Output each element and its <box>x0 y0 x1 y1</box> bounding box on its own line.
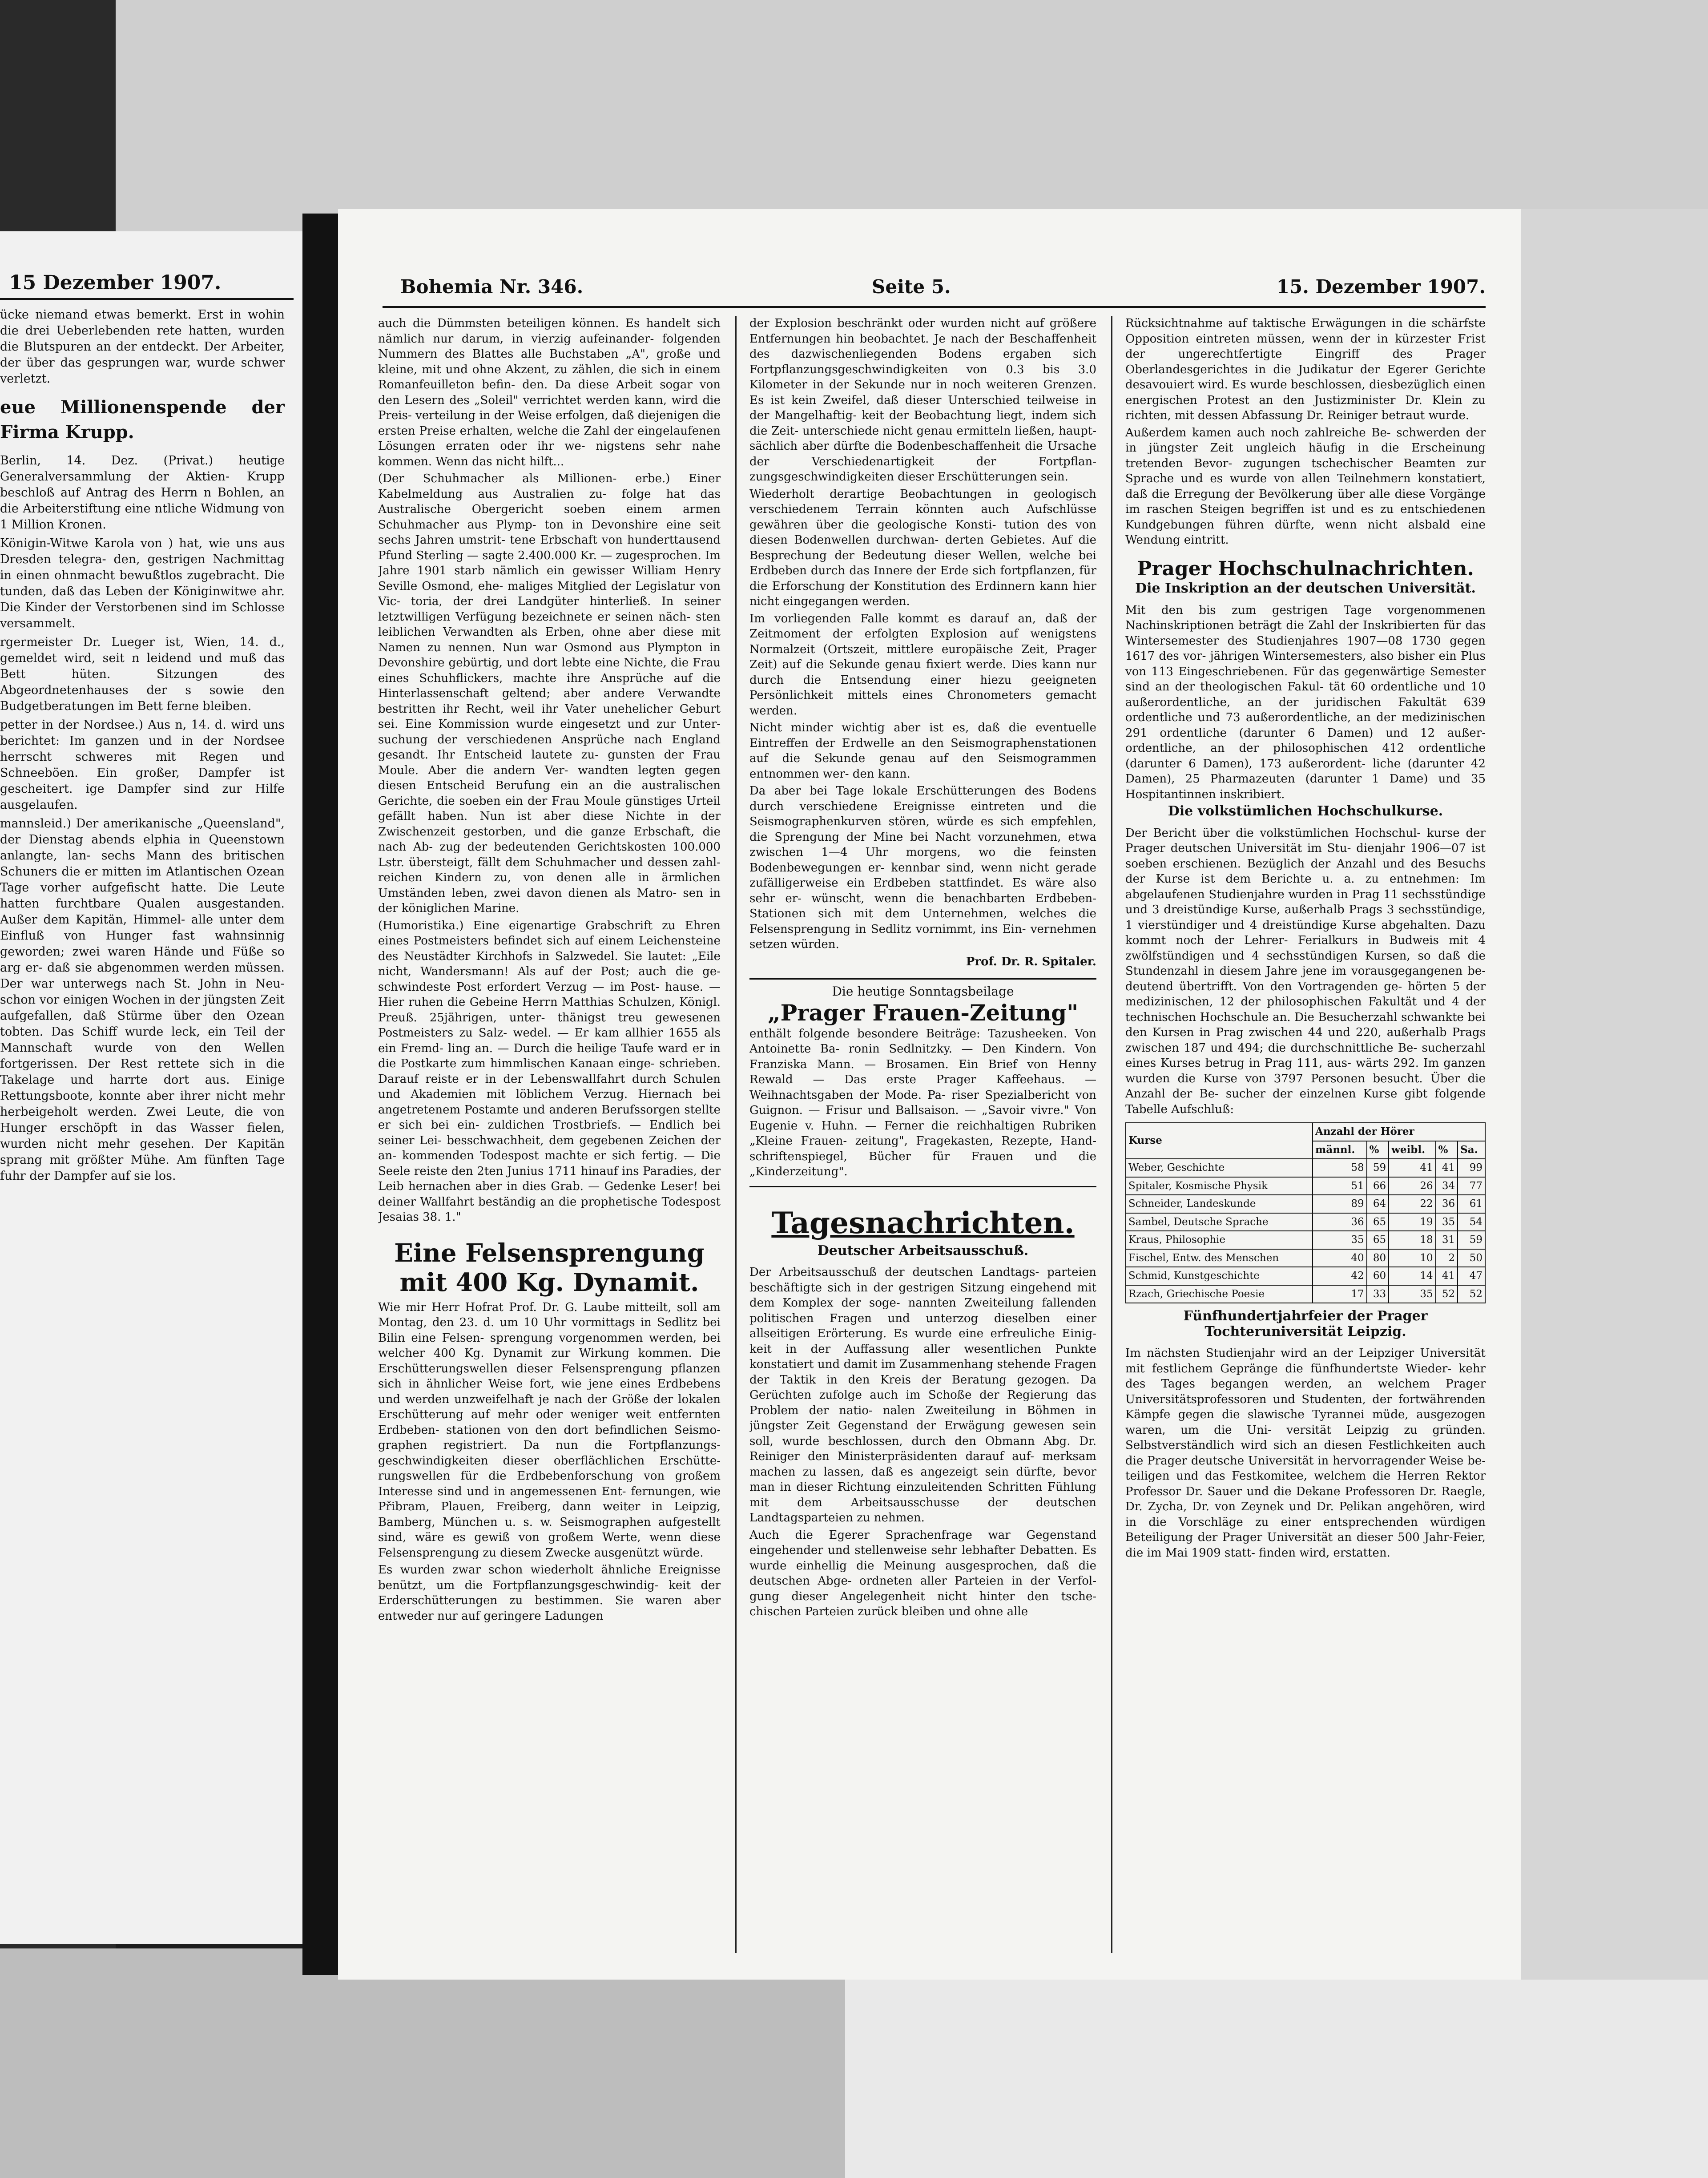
course-count-cell: 33 <box>1367 1285 1389 1303</box>
article-subheading: Die volkstümlichen Hochschulkurse. <box>1168 803 1443 819</box>
table-header-cell: % <box>1436 1141 1458 1159</box>
course-count-cell: 60 <box>1367 1267 1389 1285</box>
article-paragraph: Außerdem kamen auch noch zahlreiche Be- schwerden der in jüngster Zeit ungleich häufig in die Erscheinung tretenden Bevor- zugungen tschechischer Beamten zur Sprache und es wurde von allen Teilnehmern konstatiert, daß die Erregung der Bevölkerung über alle diese Vorgänge im raschen Steigen begriffen ist und es zu entschiedenen Kundgebungen führen dürfte, wenn nicht alsbald eine Wendung eintritt. <box>1125 426 1486 547</box>
course-name-cell: Kraus, Philosophie <box>1126 1231 1313 1249</box>
page-number: Seite 5. <box>872 276 951 298</box>
course-name-cell: Sambel, Deutsche Sprache <box>1126 1213 1313 1231</box>
header-rule <box>383 306 1486 308</box>
table-header-cell: Sa. <box>1458 1141 1485 1159</box>
article-paragraph: Auch die Egerer Sprachenfrage war Gegenstand eingehender und stellenweise sehr lebhafter Debatten. Es wurde einhellig die Meinung ausgesprochen, daß die deutschen Abge- ordneten aller Parteien in der Verfol- gung dieser Angelegenheit nicht hinter den tsche- chischen Parteien zurück bleiben und ohne alle <box>749 1528 1096 1618</box>
table-header-cell: % <box>1367 1141 1389 1159</box>
article-paragraph: Rücksichtnahme auf taktische Erwägungen in die schärfste Opposition eintreten müssen, wenn der in kürzester Frist der ungerechtfertigte Eingriff des Prager Oberlandesgerichtes in die Judikatur der Egerer Gerichte desavouiert wird. Es wurde beschlossen, diesbezüglich einen energischen Protest an den Justizminister Dr. Klein zu richten, mit dessen Abfassung Dr. Reiniger betraut wurde. <box>1125 317 1486 422</box>
left-page-column <box>0 307 285 1187</box>
article-paragraph: (Der Schuhmacher als Millionen- erbe.) Einer Kabelmeldung aus Australien zu- folge hat das Australische Obergericht soeben einem armen Schuhmacher aus Plymp- ton in Devonshire eine seit sechs Jahren umstrit- tene Erbschaft von hunderttausend Pfund Sterling — sagte 2.400.000 Kr. — zugesprochen. Im Jahre 1901 starb nämlich ein gewisser William Henry Seville Osmond, ehe- maliges Mitglied der Legislatur von Vic- toria, der drei Landgüter hinterließ. In seiner letztwilligen Verfügung bezeichnete er seinen näch- sten leiblichen Verwandten als Erben, ohne aber diese mit Namen zu nennen. Nun war Osmond aus Plympton in Devonshire gebürtig, und dort lebte eine Nichte, die Frau eines Schuhflickers, machte ihre Ansprüche auf die Hinterlassenschaft geltend; aber andere Verwandte bestritten ihr Recht, weil ihr Vater unehelicher Geburt sei. Eine Kommission wurde eingesetzt und zur Unter- suchung der verschiedenen Ansprüche nach England gesandt. Ihr Entscheid lautete zu- gunsten der Frau Moule. Aber die andern Ver- wandten legten gegen diesen Entscheid Berufung ein an die australischen Gerichte, die soeben ein der Frau Moule günstiges Urteil gefällt haben. Nun ist aber diese Nichte in der Zwischenzeit gestorben, und die ganze Erbschaft, die nach Ab- zug der bedeutenden Gerichtskosten 100.000 Lstr. übersteigt, fällt dem Schuhmacher und dessen zahl- reichen Kindern zu, von denen alle in ärmlichen Umständen leben, zwei davon dienen als Matro- sen in der königlichen Marine. <box>378 472 721 915</box>
section-heading: Prager Hochschulnachrichten. <box>1137 557 1474 580</box>
article-paragraph: der Explosion beschränkt oder wurden nicht auf größere Entfernungen hin beobachtet. Je nach der Beschaffenheit des dazwischenliegenden Bodens ergaben sich Fortpflanzungsgeschwindigkeiten von 0.3 bis 3.0 Kilometer in der Sekunde nur in noch weiteren Grenzen. Es ist kein Zweifel, daß dieser Unterschied teilweise in der Mangelhaftig- keit der Beobachtung liegt, indem sich die Zeit- unterschiede nicht genau ermitteln ließen, haupt- sächlich aber dürfte die Bodenbeschaffenheit die Ursache der Verschiedenartigkeit der Fortpflan- zungsgeschwindigkeiten dieser Erschütterungen sein. <box>749 317 1096 484</box>
course-name-cell: Spitaler, Kosmische Physik <box>1126 1177 1313 1195</box>
article-paragraph: Wie mir Herr Hofrat Prof. Dr. G. Laube mitteilt, soll am Montag, den 23. d. um 10 Uhr vormittags in Sedlitz bei Bilin eine Felsen- sprengung vorgenommen werden, bei welcher 400 Kg. Dynamit zur Wirkung kommen. Die Erschütterungswellen dieser Felsensprengung pflanzen sich in ähnlicher Weise fort, wie jene eines Erdbebens und werden unzweifelhaft je nach der Größe der lokalen Erschütterung auf mehr oder weniger weit entfernten Erdbeben- stationen von den dort befindlichen Seismo- graphen registriert. Da nun die Fortpflanzungs- geschwindigkeiten dieser oberflächlichen Erschütte- rungswellen für die Erdbebenforschung von großem Interesse sind und in angemessenen Ent- fernungen, wie Přibram, Plauen, Freiberg, dann weiter in Leipzig, Bamberg, München u. s. w. Seismographen aufgestellt sind, wäre es gewiß von großem Werte, wenn diese Felsensprengung zu diesem Zwecke ausgenützt würde. <box>378 1300 721 1560</box>
course-count-cell: 34 <box>1436 1177 1458 1195</box>
page-shadow <box>1521 209 1708 1980</box>
table-header-cell: weibl. <box>1389 1141 1436 1159</box>
course-count-cell: 41 <box>1436 1267 1458 1285</box>
course-count-cell: 17 <box>1313 1285 1367 1303</box>
left-page-date: 15 Dezember 1907. <box>9 271 222 294</box>
article-subheading: Die Inskription an der deutschen Universität. <box>1135 581 1476 596</box>
course-name-cell: Schneider, Landeskunde <box>1126 1195 1313 1213</box>
article-paragraph: Der Bericht über die volkstümlichen Hochschul- kurse der Prager deutschen Universität im Stu- dienjahr 1906—07 ist soeben erschienen. Bezüglich der Anzahl und des Besuchs der Kurse ist dem Berichte u. a. zu entnehmen: Im abgelaufenen Studienjahre wurden in Prag 11 sechsstündige und 3 dreistündige Kurse, außerhalb Prags 3 sechsstündige, 1 vierstündiger und 4 dreistündige Kurse abgehalten. Dazu kommt noch der Lehrer- Ferialkurs in Budweis mit 4 zwölfstündigen und 4 sechsstündigen Kursen, so daß die Stundenzahl in diesem Jahre jene im vorausgegangenen be- deutend übertrifft. Von den Vortragenden ge- hörten 5 der medizinischen, 12 der philosophischen Fakultät und 4 der technischen Hochschule an. Die Besucherzahl schwankte bei den Kursen in Prag zwischen 44 und 220, außerhalb Prags zwischen 187 und 494; die durchschnittliche Be- sucherzahl eines Kurses betrug in Prag 111, aus- wärts 292. Im ganzen wurden die Kurse von 3797 Personen besucht. Über die Anzahl der Be- sucher der einzelnen Kurse gibt folgende Tabelle Aufschluß: <box>1125 826 1486 1116</box>
article-paragraph: (Humoristika.) Eine eigenartige Grabschrift zu Ehren eines Postmeisters befindet sich auf einem Leichensteine des Neustädter Kirchhofs in Salzwedel. Sie lautet: „Eile nicht, Wandersmann! Als auf der Post; auch die ge- schwindeste Post erfordert Verzug — im Post- hause. — Hier ruhen die Gebeine Herrn Matthias Schulzen, Königl. Preuß. 25jährigen, unter- thänigst treu gewesenen Postmeisters zu Salz- wedel. — Er kam allhier 1655 als ein Fremd- ling an. — Durch die heilige Taufe ward er in die Postkarte zum himmlischen Kanaan einge- schrieben. Darauf reiste er in der Lebenswallfahrt durch Schulen und Akademien mit löblichem Verzug. Hiernach bei angetretenem Postamte und anderen Berufssorgen stellte er sich bei ein- zuldichen Trostbriefs. — Endlich bei seiner Lei- besschwachheit, dem gegebenen Zeichen der an- kommenden Todespost machte er sich fertig. — Die Seele reiste den 2ten Junius 1711 hinauf ins Paradies, der Leib hernachen aber in dies Grab. — Gedenke Leser! bei deiner Wallfahrt beständig an die prophetische Todespost Jesaias 38. 1." <box>378 919 721 1224</box>
course-count-cell: 35 <box>1313 1231 1367 1249</box>
course-count-cell: 31 <box>1436 1231 1458 1249</box>
course-count-cell: 58 <box>1313 1159 1367 1177</box>
course-count-cell: 36 <box>1313 1213 1367 1231</box>
course-count-cell: 52 <box>1436 1285 1458 1303</box>
article-subheading: Fünfhundertjahrfeier der Prager Tochteruniversität Leipzig. <box>1183 1308 1428 1339</box>
course-count-cell: 89 <box>1313 1195 1367 1213</box>
article-paragraph: Im nächsten Studienjahr wird an der Leipziger Universität mit festlichem Gepränge die fünfhundertste Wieder- kehr des Tages begangen werden, an welchem Prager Universitätsprofessoren und Studenten, der fortwährenden Kämpfe gegen die slawische Tyrannei müde, ausgezogen waren, um die Uni- versität Leipzig zu gründen. Selbstverständlich wird sich an diesen Festlichkeiten auch die Prager deutsche Universität in hervorragender Weise be- teiligen und das Festkomitee, welchem die Herren Rektor Professor Dr. Sauer und die Dekane Professoren Dr. Raegle, Dr. Zycha, Dr. von Zeynek und Dr. Pelikan angehören, wird in die Vorschläge zu einer entsprechenden würdigen Beteiligung der Prager Universität an dieser 500 Jahr-Feier, die im Mai 1909 statt- finden wird, erstatten. <box>1125 1347 1486 1560</box>
supplement-title-small: Die heutige Sonntagsbeilage <box>832 984 1014 999</box>
article-paragraph: Nicht minder wichtig aber ist es, daß die eventuelle Eintreffen der Erdwelle an den Seismographenstationen auf die Sekunde genau auf den Seismogrammen entnommen wer- den kann. <box>749 721 1096 781</box>
course-count-cell: 64 <box>1367 1195 1389 1213</box>
table-header-kurse: Kurse <box>1126 1123 1313 1159</box>
left-paragraph: ücke niemand etwas bemerkt. Erst in wohin die drei Ueberlebenden rete hatten, wurden die Blutspuren an der entdeckt. Der Arbeiter, der über das gesprungen war, wurde schwer verletzt. <box>0 308 285 386</box>
left-paragraph: mannsleid.) Der amerikanische „Queensland", der Dienstag abends elphia in Queenstown anlangte, lan- sechs Mann des britischen Schuners die er mitten im Atlantischen Ozean Tage vorher aufgefischt hatte. Die Leute hatten furchtbare Qualen ausgestanden. Außer dem Kapitän, Himmel- alle unter dem Einfluß von Hunger fast wahnsinnig geworden; zwei waren Hände und Füße so arg er- daß sie abgenommen werden müssen. Der war unterwegs nach St. John in Neu- schon vor einigen Wochen in der jüngsten Zeit aufgefallen, daß Stürme über den Ozean tobten. Das Schiff wurde leck, ein Teil der Mannschaft wurde von den Wellen fortgerissen. Der Rest rettete sich in die Takelage und harrte dort aus. Einige Rettungsboote, konnte aber ihrer nicht mehr herbeigeholt werden. Zwei Leute, die von Hunger erschöpft in das Wasser fielen, wurden nicht mehr gesehen. Der Kapitän sprang mit größter Mühe. Am fünften Tage fuhr der Dampfer auf sie los. <box>0 817 285 1183</box>
course-count-cell: 2 <box>1436 1249 1458 1267</box>
section-heading: Tagesnachrichten. <box>771 1205 1075 1240</box>
course-name-cell: Weber, Geschichte <box>1126 1159 1313 1177</box>
table-header-cell: männl. <box>1313 1141 1367 1159</box>
left-page <box>0 231 302 1944</box>
supplement-text: enthält folgende besondere Beiträge: Tazusheeken. Von Antoinette Ba- ronin Sedlnitzky. — Den Kindern. Von Franziska Mann. — Brosamen. Ein Brief von Henny Rewald — Das erste Prager Kaffeehaus. — Weihnachtsgaben der Mode. Pa- riser Spezialbericht von Guignon. — Frisur und Ballsaison. — „Savoir vivre." Von Eugenie v. Huhn. — Ferner die reichhaltigen Rubriken „Kleine Frauen- zeitung", Fragekasten, Rezepte, Hand- schriftenspiegel, Bücher für Frauen und die „Kinderzeitung". <box>749 1027 1096 1178</box>
left-paragraph: rgermeister Dr. Lueger ist, Wien, 14. d., gemeldet wird, seit n leidend und muß das Bett hüten. Sitzungen des Abgeordnetenhauses der s sowie den Budgetberatungen im Bett ferne bleiben. <box>0 635 285 713</box>
left-paragraph: petter in der Nordsee.) Aus n, 14. d. wird uns berichtet: Im ganzen und in der Nordsee herrscht schweres mit Regen und Schneeböen. Ein großer, Dampfer ist gescheitert. ige Dampfer sind zur Hilfe ausgelaufen. <box>0 718 285 812</box>
background-top <box>0 0 1708 231</box>
page-date: 15. Dezember 1907. <box>1276 276 1486 298</box>
course-count-cell: 65 <box>1367 1231 1389 1249</box>
table-row <box>1126 1195 1485 1213</box>
article-paragraph: Es wurden zwar schon wiederholt ähnliche Ereignisse benützt, um die Fortpflanzungsgeschwindig- keit der Erderschütterungen zu bestimmen. Sie waren aber entweder nur auf geringere Ladungen <box>378 1563 721 1623</box>
article-heading: Eine Felsensprengung mit 400 Kg. Dynamit. <box>394 1238 705 1297</box>
course-count-cell: 54 <box>1458 1213 1485 1231</box>
left-paragraph: Königin-Witwe Karola von ) hat, wie uns aus Dresden telegra- den, gestrigen Nachmittag in einen ohnmacht bewußtlos zugebracht. Die tunden, daß das Leben der Königinwitwe ahr. Die Kinder der Verstorbenen sind im Schlosse versammelt. <box>0 536 285 630</box>
courses-table <box>1125 1122 1486 1303</box>
page-header <box>400 276 1486 302</box>
course-count-cell: 22 <box>1389 1195 1436 1213</box>
course-count-cell: 19 <box>1389 1213 1436 1231</box>
courses-table-body <box>1126 1159 1485 1303</box>
article-paragraph: Da aber bei Tage lokale Erschütterungen des Bodens durch verschiedene Ereignisse eintreten und die Seismographenkurven stören, würde es sich empfehlen, die Sprengung der Mine bei Nacht vorzunehmen, etwa zwischen 1—4 Uhr morgens, wo die feinsten Bodenbewegungen er- kennbar sind, wenn nicht gerade zufälligerweise ein Erdbeben stattfindet. Es wäre also sehr er- wünscht, wenn die benachbarten Erdbeben- Stationen sich mit dem Unternehmen, welches die Felsensprengung in Sedlitz vornimmt, ins Ein- vernehmen setzen würden. <box>749 784 1096 951</box>
article-paragraph: Mit den bis zum gestrigen Tage vorgenommenen Nachinskriptionen beträgt die Zahl der Inskribierten für das Wintersemester des Studienjahres 1907—08 1730 gegen 1617 des vor- jährigen Wintersemesters, also bisher ein Plus von 113 Eingeschriebenen. Für das gegenwärtige Semester sind an der theologischen Fakul- tät 60 ordentliche und 10 außerordentliche, an der juridischen Fakultät 639 ordentliche und 73 außerordentliche, an der medizinischen 291 ordentliche (darunter 6 Damen) und 12 außer- ordentliche, an der philosophischen 412 ordentliche (darunter 6 Damen), 173 außerordent- liche (darunter 42 Damen), 25 Pharmazeuten (darunter 1 Dame) und 35 Hospitantinnen inskribiert. <box>1125 603 1486 801</box>
course-count-cell: 14 <box>1389 1267 1436 1285</box>
course-count-cell: 80 <box>1367 1249 1389 1267</box>
course-count-cell: 41 <box>1436 1159 1458 1177</box>
background-bottom-right <box>845 1966 1708 2178</box>
column-divider <box>1111 316 1112 1953</box>
course-count-cell: 50 <box>1458 1249 1485 1267</box>
table-row <box>1126 1213 1485 1231</box>
left-page-rule <box>0 298 294 300</box>
newspaper-issue: Bohemia Nr. 346. <box>400 276 584 298</box>
column-divider <box>735 316 737 1953</box>
table-row <box>1126 1267 1485 1285</box>
course-name-cell: Rzach, Griechische Poesie <box>1126 1285 1313 1303</box>
article-subheading: Deutscher Arbeitsausschuß. <box>817 1242 1029 1258</box>
course-count-cell: 42 <box>1313 1267 1367 1285</box>
table-row <box>1126 1177 1485 1195</box>
article-paragraph: Der Arbeitsausschuß der deutschen Landtags- parteien beschäftigte sich in der gestrigen Sitzung eingehend mit dem Komplex der soge- nannten Zweiteilung fallenden politischen Fragen und unterzog dieselben einer allseitigen Erörterung. Es wurde eine erfreuliche Einig- keit in der Auffassung aller wesentlichen Punkte konstatiert und damit im Zusammenhang stehende Fragen der Taktik in den Kreis der Beratung gezogen. Da Gerüchten zufolge auch im Schoße der Regierung das Problem der natio- nalen Zweiteilung in Böhmen in jüngster Zeit Gegenstand der Erwägung gewesen sein soll, wurde beschlossen, durch den Obmann Abg. Dr. Reiniger den Ministerpräsidenten darauf auf- merksam machen zu lassen, daß es angezeigt sein dürfte, bevor man in dieser Richtung einzuleitenden Schritten Fühlung mit dem Arbeitsausschusse der deutschen Landtagsparteien zu nehmen. <box>749 1266 1096 1525</box>
article-paragraph: Wiederholt derartige Beobachtungen in geologisch verschiedenem Terrain könnten auch Aufschlüsse gewähren über die geologische Konsti- tution des von diesen Bodenwellen durchwan- derten Gebietes. Auf die Besprechung der Bedeutung dieser Wellen, welche bei Erdbeben durch das Innere der Erde sich fortpflanzen, für die Erforschung der Konstitution des Erdinnern kann hier nicht eingegangen werden. <box>749 487 1096 608</box>
course-count-cell: 61 <box>1458 1195 1485 1213</box>
column-2 <box>749 316 1096 1962</box>
course-count-cell: 35 <box>1436 1213 1458 1231</box>
table-row <box>1126 1159 1485 1177</box>
table-row <box>1126 1249 1485 1267</box>
course-count-cell: 59 <box>1367 1159 1389 1177</box>
article-paragraph: auch die Dümmsten beteiligen können. Es handelt sich nämlich nur darum, in vierzig aufeinander- folgenden Nummern des Blattes alle Buchstaben „A", große und kleine, mit und ohne Akzent, zu zählen, die sich in einem Romanfeuilleton befin- den. Da diese Arbeit sogar von den Lesern des „Soleil" verrichtet werden kann, wird die Preis- verteilung in der Weise erfolgen, daß diejenigen die ersten Preise erhalten, welche die Zahl der eingelaufenen Lösungen erraten oder ihr we- nigstens sehr nahe kommen. Wenn das nicht hilft... <box>378 317 721 468</box>
left-paragraph: Berlin, 14. Dez. (Privat.) heutige Generalversammlung der Aktien- Krupp beschloß auf Antrag des Herrn n Bohlen, an die Arbeiterstiftung eine ntliche Widmung von 1 Million Kronen. <box>0 454 285 532</box>
course-count-cell: 47 <box>1458 1267 1485 1285</box>
table-header-anzahl: Anzahl der Hörer <box>1313 1123 1485 1141</box>
course-count-cell: 52 <box>1458 1285 1485 1303</box>
course-name-cell: Fischel, Entw. des Menschen <box>1126 1249 1313 1267</box>
course-count-cell: 51 <box>1313 1177 1367 1195</box>
course-count-cell: 65 <box>1367 1213 1389 1231</box>
course-count-cell: 40 <box>1313 1249 1367 1267</box>
article-paragraph: Im vorliegenden Falle kommt es darauf an, daß der Zeitmoment der erfolgten Explosion auf wenigstens Normalzeit (Ortszeit, mittlere europäische Zeit, Prager Zeit) auf die Sekunde genau fixiert werde. Dies kann nur durch die Entsendung einer hiezu geeigneten Persönlichkeit mittels eines Chronometers gemacht werden. <box>749 612 1096 718</box>
course-count-cell: 36 <box>1436 1195 1458 1213</box>
supplement-announcement <box>749 978 1096 1187</box>
course-count-cell: 18 <box>1389 1231 1436 1249</box>
course-count-cell: 99 <box>1458 1159 1485 1177</box>
right-page <box>338 209 1521 1980</box>
course-count-cell: 41 <box>1389 1159 1436 1177</box>
course-count-cell: 26 <box>1389 1177 1436 1195</box>
column-3 <box>1125 316 1486 1962</box>
course-count-cell: 35 <box>1389 1285 1436 1303</box>
course-name-cell: Schmid, Kunstgeschichte <box>1126 1267 1313 1285</box>
supplement-title: „Prager Frauen-Zeitung" <box>767 999 1079 1026</box>
table-row <box>1126 1285 1485 1303</box>
left-heading: eue Millionenspende der Firma Krupp. <box>0 397 285 443</box>
course-count-cell: 10 <box>1389 1249 1436 1267</box>
article-signature: Prof. Dr. R. Spitaler. <box>966 955 1096 968</box>
course-count-cell: 66 <box>1367 1177 1389 1195</box>
table-row <box>1126 1231 1485 1249</box>
column-1 <box>378 316 721 1962</box>
course-count-cell: 59 <box>1458 1231 1485 1249</box>
course-count-cell: 77 <box>1458 1177 1485 1195</box>
book-gutter <box>302 214 338 1975</box>
